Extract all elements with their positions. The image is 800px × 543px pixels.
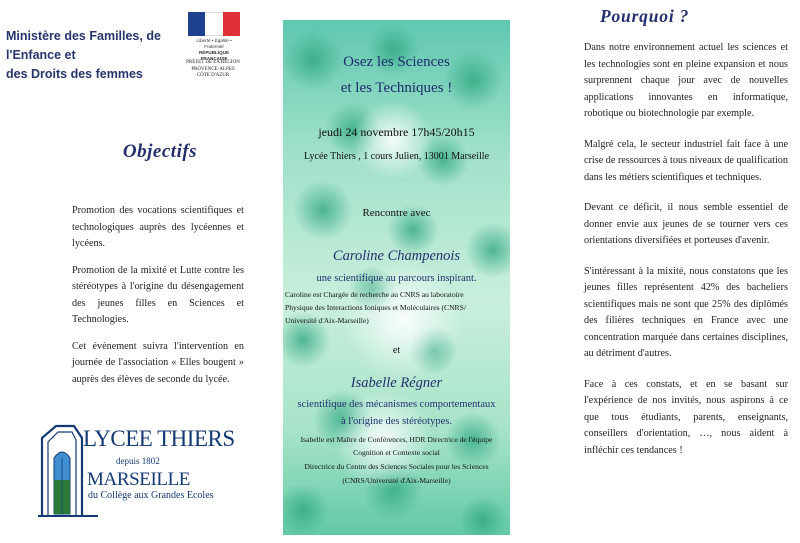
headline-1: Osez les Sciences bbox=[343, 54, 450, 70]
speaker-1-bio-line-3: Université d'Aix-Marseille) bbox=[285, 316, 369, 325]
logo-lycee-thiers: LYCEE THIERS bbox=[83, 426, 235, 451]
pourquoi-paragraph-2: Malgré cela, le secteur industriel fait face à une crise de ressources à tous niveaux de qualification dans les métiers scientifiques et techniques. bbox=[584, 138, 788, 183]
ministry-name bbox=[6, 27, 176, 84]
speaker-2-bio-line-4: (CNRS/Université d'Aix-Marseille) bbox=[342, 476, 451, 485]
event-place: Lycée Thiers , 1 cours Julien, 13001 Marseille bbox=[303, 151, 490, 162]
marianne-flag-icon bbox=[188, 12, 240, 36]
logo-depuis: depuis 1802 bbox=[116, 456, 160, 466]
et-label: et bbox=[392, 345, 401, 356]
objectifs-paragraph-2: Promotion de la mixité et Lutte contre les stéréotypes à l'origine du désengagement des jeunes filles en Sciences et Technologies. bbox=[72, 264, 244, 325]
speaker-1-tagline: une scientifique au parcours inspirant. bbox=[316, 273, 477, 284]
ministry-line-1: Ministère des Familles, de l'Enfance et bbox=[6, 29, 161, 62]
speaker-2-bio-line-2: Cognition et Contexte social bbox=[353, 448, 440, 457]
pourquoi-body bbox=[584, 40, 788, 473]
speaker-1-bio-line-2: Physique des Interactions Ioniques et Moléculaires (CNRS/ bbox=[285, 303, 466, 312]
objectifs-paragraph-3: Cet évènement suivra l'intervention en journée de l'association « Elles bougent » auprès des élèves de seconde du lycée. bbox=[72, 340, 244, 385]
pourquoi-paragraph-4: S'intéressant à la mixité, nous constatons que les jeunes filles représentent 42% des bacheliers scientifiques mais ne sont que 25% des diplômés des filières techniques en France avec une concentration marquée dans certaines disciplines, au détriment d'autres. bbox=[584, 265, 788, 359]
objectifs-body bbox=[72, 203, 244, 398]
speaker-2-name: Isabelle Régner bbox=[350, 375, 443, 391]
headline-2: et les Techniques ! bbox=[340, 80, 453, 96]
logo-tagline: du Collège aux Grandes Ecoles bbox=[88, 490, 214, 501]
event-date: jeudi 24 novembre 17h45/20h15 bbox=[318, 125, 475, 139]
speaker-2-bio-line-3: Directrice du Centre des Sciences Sociales pour les Sciences bbox=[304, 462, 489, 471]
prefet-line-2: PROVENCE-ALPES bbox=[191, 66, 235, 72]
pourquoi-title: Pourquoi ? bbox=[600, 6, 690, 26]
pourquoi-paragraph-5: Face à ces constats, et en se basant sur l'expérience de nos invités, nous aspirons à ce que tous étudiants, parents, enseignants, conseillers d'orientation, …, nous aident à infléchir ces tendances ! bbox=[584, 378, 788, 456]
pourquoi-paragraph-1: Dans notre environnement actuel les sciences et les technologies sont en pleine expansion et nous surprennent chaque jour avec de nouvelles applications innovantes en informatique, robotique ou biotechnologie par exemple. bbox=[584, 42, 788, 119]
speaker-2-tagline-1: scientifique des mécanismes comportementaux bbox=[297, 399, 496, 410]
prefet-block bbox=[180, 60, 246, 80]
objectifs-paragraph-1: Promotion des vocations scientifiques et technologiques auprès des lycéennes et lycéens. bbox=[72, 205, 244, 249]
pourquoi-paragraph-3: Devant ce déficit, il nous semble essentiel de donner envie aux jeunes de se tourner vers ces orientations diversifiées et porteuses d'avenir. bbox=[584, 202, 788, 246]
ministry-line-2: des Droits des femmes bbox=[6, 67, 143, 81]
logo-marseille: MARSEILLE bbox=[87, 469, 191, 490]
objectifs-title: Objectifs bbox=[122, 141, 198, 162]
rencontre-label: Rencontre avec bbox=[362, 207, 431, 219]
rf-motto: Liberté • Égalité • Fraternité bbox=[196, 38, 232, 49]
prefet-line-3: CÔTE D'AZUR bbox=[196, 73, 230, 78]
prefet-line-1: PRÉFET DE LA RÉGION bbox=[186, 60, 240, 65]
speaker-1-name: Caroline Champenois bbox=[332, 248, 461, 264]
speaker-2-bio-line-1: Isabelle est Maître de Conférences, HDR Directrice de l'équipe bbox=[300, 435, 493, 444]
rf-name: RÉPUBLIQUE FRANÇAISE bbox=[198, 50, 230, 61]
speaker-1-bio-line-1: Caroline est Chargée de recherche au CNRS au laboratoire bbox=[285, 290, 464, 299]
republique-francaise-logo bbox=[186, 12, 242, 62]
speaker-2-tagline-2: à l'origine des stéréotypes. bbox=[341, 416, 452, 427]
